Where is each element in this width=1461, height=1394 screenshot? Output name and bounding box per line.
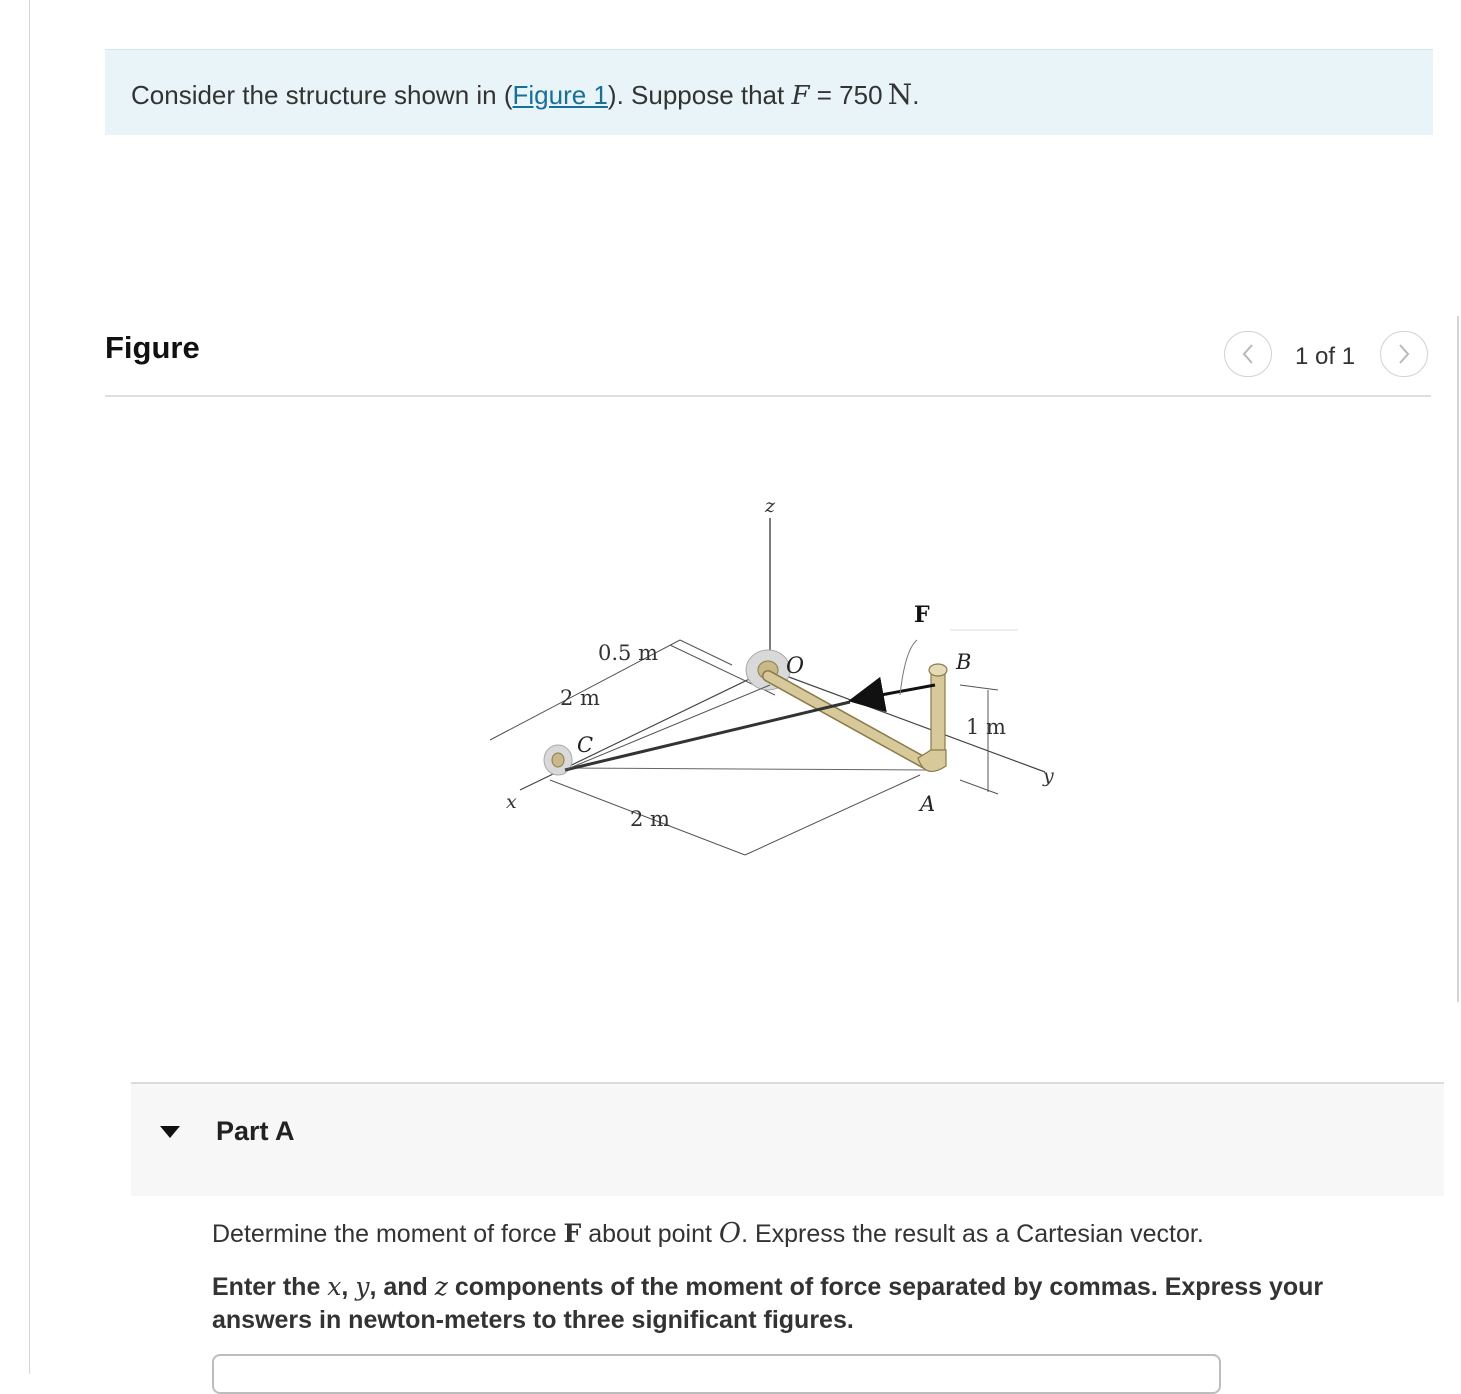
- previous-figure-button[interactable]: [1224, 331, 1272, 377]
- point-symbol: O: [718, 1218, 742, 1249]
- question-text-start: Determine the moment of force: [212, 1220, 564, 1248]
- point-c-label: C: [577, 733, 594, 757]
- collapse-triangle-icon[interactable]: [158, 1124, 182, 1140]
- question-text-mid: about point: [581, 1220, 719, 1248]
- chevron-left-icon: [1240, 342, 1256, 366]
- dim-1m-top: [960, 685, 998, 690]
- part-a-header[interactable]: [131, 1082, 1444, 1196]
- equals-sign: =: [809, 80, 840, 110]
- pipe-oa: [768, 676, 925, 763]
- instruction-end: components of the moment of force separated by commas. Express your answers in newton-meters to three significant figures.: [212, 1273, 1324, 1334]
- point-o-label: O: [786, 654, 805, 679]
- figure-divider: [105, 395, 1431, 397]
- instruction-sep-1: ,: [341, 1273, 356, 1301]
- y-symbol: y: [355, 1272, 370, 1301]
- pipe-top-cap: [929, 664, 947, 676]
- part-title: Part A: [216, 1116, 295, 1146]
- problem-intro: [105, 49, 1433, 135]
- x-symbol: x: [327, 1272, 342, 1301]
- intro-text-start: Consider the structure shown in (: [131, 80, 513, 110]
- dim-1m-bottom: [960, 780, 998, 794]
- cable: [565, 702, 850, 770]
- dim-2m-left-label: 2 m: [560, 686, 600, 710]
- z-symbol: z: [434, 1272, 448, 1301]
- z-axis-label: z: [765, 495, 776, 517]
- question-text: [212, 1218, 1204, 1249]
- scrollbar-track[interactable]: [1457, 316, 1459, 1002]
- force-value: 750: [839, 80, 883, 110]
- dim-1m-label: 1 m: [966, 715, 1006, 739]
- instruction-sep-2: , and: [369, 1273, 435, 1301]
- figure-heading: Figure: [105, 330, 200, 365]
- force-arrow: [854, 685, 935, 700]
- point-b-label: B: [956, 650, 972, 674]
- structure-figure: [470, 480, 1090, 880]
- intro-text: [131, 78, 920, 111]
- chevron-right-icon: [1396, 342, 1412, 366]
- intro-period: .: [912, 80, 920, 110]
- figure-counter: 1 of 1: [1295, 343, 1356, 370]
- left-divider: [29, 0, 30, 1374]
- force-vector-symbol: F: [563, 1219, 582, 1248]
- y-axis-label: y: [1043, 765, 1054, 787]
- answer-instructions: [212, 1270, 1412, 1337]
- intro-text-mid: ). Suppose that: [607, 80, 792, 110]
- force-variable: F: [791, 81, 810, 111]
- answer-input[interactable]: [212, 1354, 1221, 1394]
- force-unit: N: [887, 78, 913, 111]
- dim-line-bottom-right: [745, 775, 920, 855]
- next-figure-button[interactable]: [1380, 331, 1428, 377]
- point-a-label: A: [920, 792, 936, 816]
- x-axis-label: x: [506, 791, 517, 813]
- force-label: F: [914, 602, 930, 628]
- question-text-end: . Express the result as a Cartesian vector.: [741, 1220, 1204, 1248]
- force-leader: [900, 640, 917, 695]
- dim-2m-bottom-label: 2 m: [630, 807, 670, 831]
- instruction-start: Enter the: [212, 1273, 328, 1301]
- dim-half-label: 0.5 m: [598, 641, 658, 665]
- dim-half-arrow: [680, 640, 732, 665]
- figure-link[interactable]: Figure 1: [512, 80, 608, 110]
- bearing-c: [552, 753, 564, 767]
- ground-line: [555, 768, 928, 770]
